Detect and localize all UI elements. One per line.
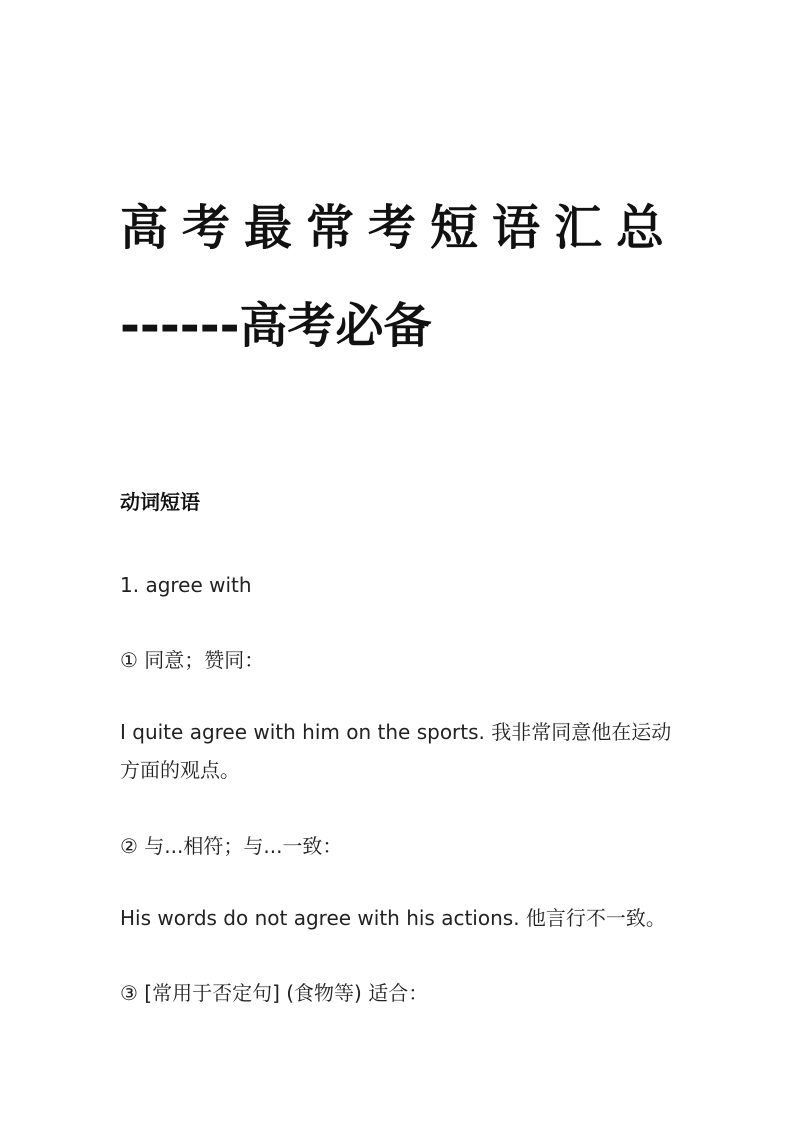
definition-item-2: ② 与...相符；与...一致： (120, 834, 343, 858)
phrase-entry-heading: 1. agree with (120, 573, 252, 597)
definition-item-1: ① 同意；赞同： (120, 648, 265, 672)
example-sentence-2: His words do not agree with his actions. 他言行不一致。 (120, 906, 666, 930)
definition-item-3: ③ [常用于否定句] (食物等) 适合： (120, 981, 429, 1005)
example-sentence-1: I quite agree with him on the sports. 我非常同意他在运动方面的观点。 (120, 720, 672, 782)
document-title-line-2: ------高考必备 (120, 298, 432, 354)
document-title-line-1: 高考最常考短语汇总 (120, 200, 679, 256)
section-heading-verb-phrases: 动词短语 (120, 490, 200, 514)
